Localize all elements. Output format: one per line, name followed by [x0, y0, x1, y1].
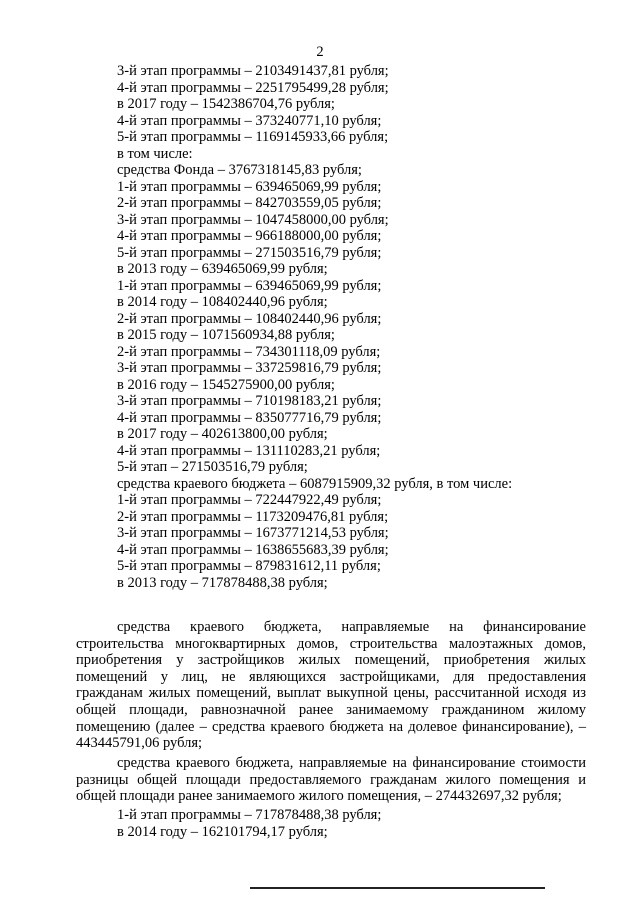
list-line: 4-й этап программы – 966188000,00 рубля;	[117, 228, 382, 244]
list-line: 3-й этап программы – 710198183,21 рубля;	[117, 393, 382, 409]
list-line: 5-й этап программы – 1169145933,66 рубля;	[117, 129, 389, 145]
list-line: 4-й этап программы – 835077716,79 рубля;	[117, 409, 382, 426]
list-line: 1-й этап программы – 717878488,38 рубля;	[117, 807, 382, 823]
list-line: в 2013 году – 717878488,38 рубля;	[117, 574, 328, 591]
list-line: 3-й этап программы – 2103491437,81 рубля;	[117, 63, 389, 79]
list-line: 2-й этап программы – 842703559,05 рубля;	[117, 195, 382, 211]
list-line: 2-й этап программы – 108402440,96 рубля;	[117, 310, 382, 327]
list-line: 2-й этап программы – 734301118,09 рубля;	[117, 343, 381, 360]
list-line: 3-й этап программы – 1047458000,00 рубля;	[117, 211, 389, 228]
list-line: 5-й этап программы – 879831612,11 рубля;	[117, 558, 381, 574]
list-line: 4-й этап программы – 373240771,10 рубля;	[117, 112, 382, 129]
list-line: в 2017 году – 1542386704,76 рубля;	[117, 96, 335, 112]
list-line: 3-й этап программы – 1673771214,53 рубля;	[117, 525, 389, 541]
list-line: 5-й этап программы – 271503516,79 рубля;	[117, 244, 382, 261]
list-line: 3-й этап программы – 337259816,79 рубля;	[117, 360, 382, 376]
list-line: 2-й этап программы – 1173209476,81 рубля;	[117, 508, 389, 525]
paragraph-shared-financing: средства краевого бюджета, направляемые на финансирование строительства многоквартирных домов, строительства малоэтажных домов, приобретения у застройщиков жилых помещений, приобретения жилых помещений у лиц, не являющихся застройщиками, для предоставления гражданам жилых помещений, выплат выкупной цены, рассчитанной исходя из общей площади, равнозначной ранее занимаемому гражданином жилому помещению (далее – средства краевого бюджета на долевое финансирование), – 443445791,06 рубля;	[76, 619, 586, 752]
list-line: в 2014 году – 162101794,17 рубля;	[117, 823, 328, 840]
list-line: средства Фонда – 3767318145,83 рубля;	[117, 162, 362, 178]
list-line: средства краевого бюджета – 6087915909,32 рубля, в том числе:	[117, 475, 513, 492]
list-line: 4-й этап программы – 131110283,21 рубля;	[117, 442, 381, 459]
list-line: в 2016 году – 1545275900,00 рубля;	[117, 376, 335, 393]
list-line: в 2017 году – 402613800,00 рубля;	[117, 426, 328, 442]
list-line: 4-й этап программы – 2251795499,28 рубля;	[117, 79, 389, 96]
list-line: в 2015 году – 1071560934,88 рубля;	[117, 327, 335, 343]
funding-list-continued	[117, 807, 577, 840]
list-line: 4-й этап программы – 1638655683,39 рубля;	[117, 541, 389, 558]
list-line: в 2014 году – 108402440,96 рубля;	[117, 294, 328, 310]
paragraph-area-difference: средства краевого бюджета, направляемые на финансирование стоимости разницы общей площади предоставляемого гражданам жилого помещения и общей площади ранее занимаемого жилого помещения, – 274432697,32 рубля;	[76, 755, 586, 805]
funding-list	[117, 63, 577, 591]
list-line: 1-й этап программы – 639465069,99 рубля;	[117, 277, 382, 294]
list-line: 5-й этап – 271503516,79 рубля;	[117, 459, 308, 475]
footer-rule	[250, 887, 545, 889]
list-line: 1-й этап программы – 639465069,99 рубля;	[117, 178, 382, 195]
page-number: 2	[316, 44, 324, 60]
list-line: 1-й этап программы – 722447922,49 рубля;	[117, 492, 382, 508]
list-line: в 2013 году – 639465069,99 рубля;	[117, 261, 328, 277]
list-line: в том числе:	[117, 145, 193, 162]
